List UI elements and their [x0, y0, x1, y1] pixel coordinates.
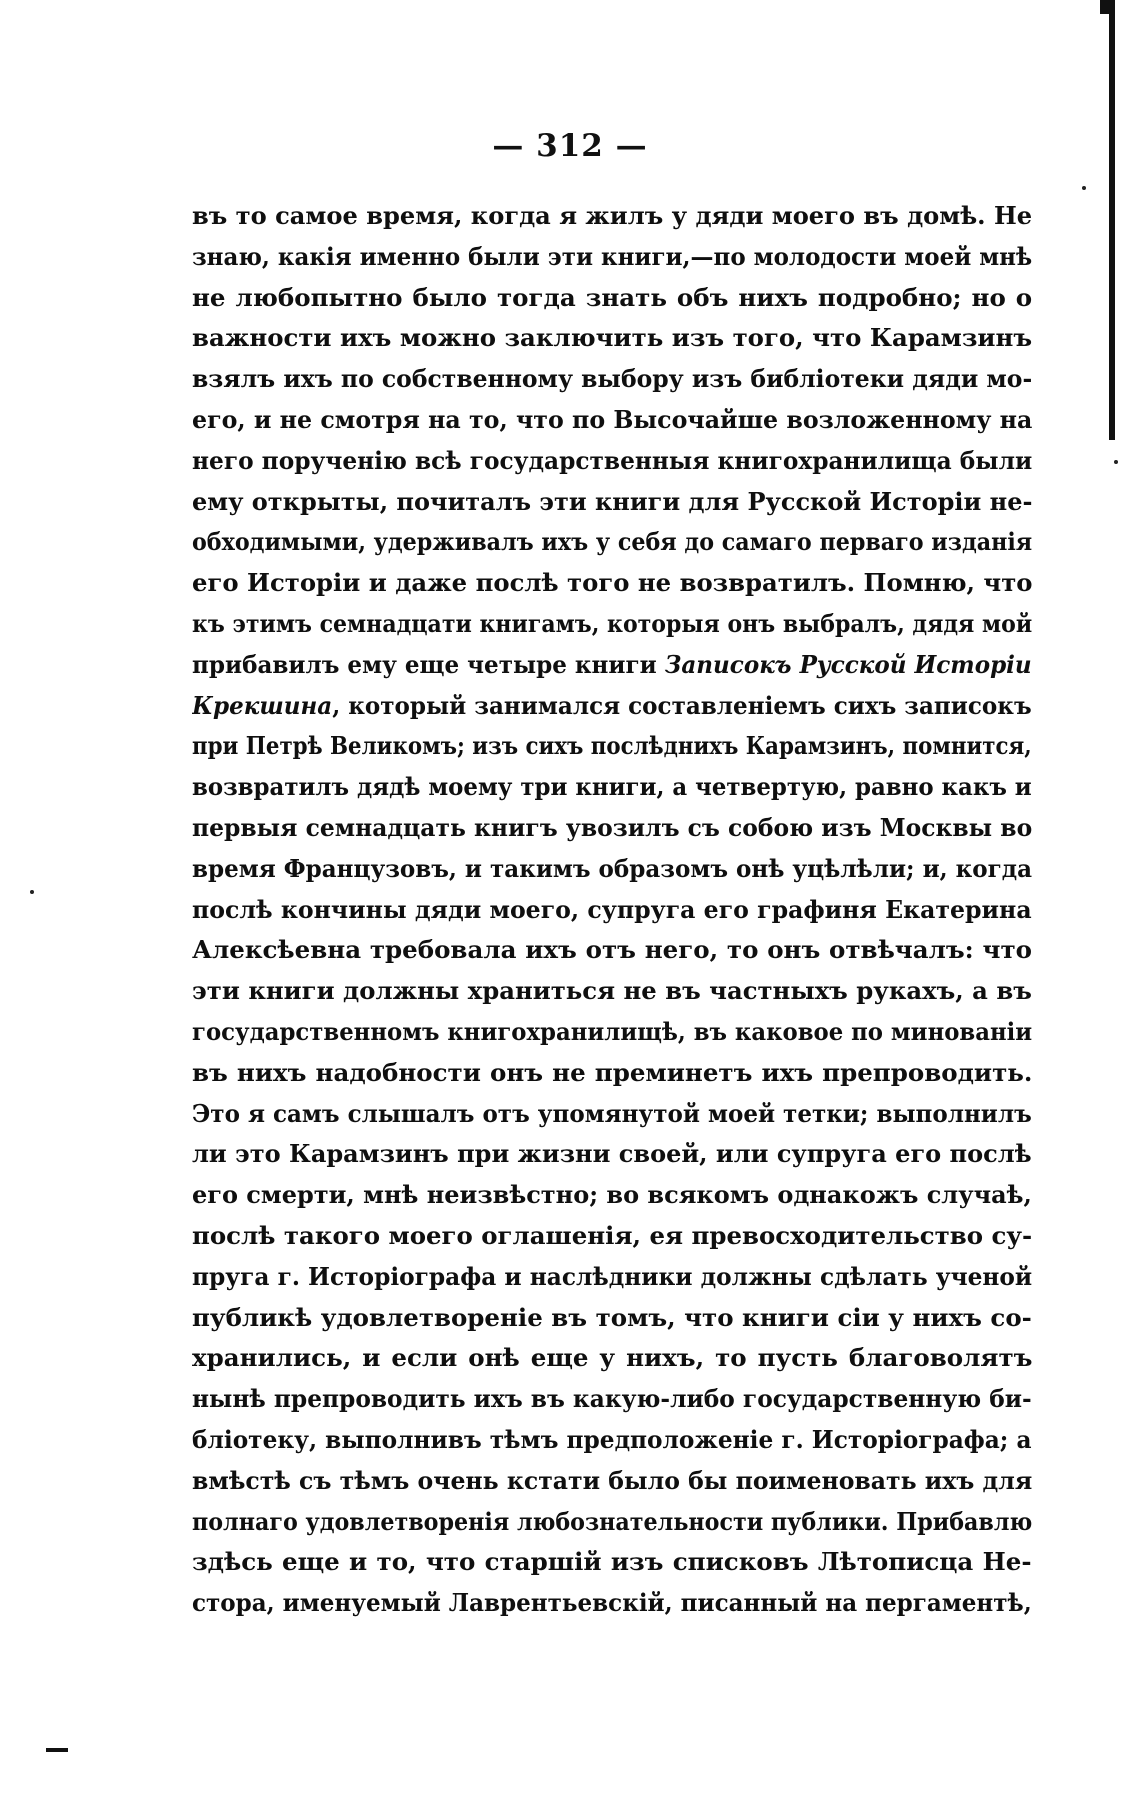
- page-number: — 312 —: [492, 128, 648, 164]
- text-segment: Это я самъ слышалъ отъ упомянутой моей тетки; выполнилъ: [192, 1098, 1032, 1128]
- text-line: [192, 1583, 1032, 1624]
- text-segment: взялъ ихъ по собственному выбору изъ библіотеки дяди мо-: [192, 364, 1032, 394]
- text-line: [192, 318, 1032, 359]
- text-segment: послѣ кончины дяди моего, супруга его графиня Екатерина: [192, 894, 1032, 924]
- text-segment: нынѣ препроводить ихъ въ какую-либо государственную би-: [192, 1384, 1032, 1414]
- text-line: [192, 808, 1032, 849]
- text-line: [192, 1257, 1032, 1298]
- text-line: [192, 971, 1032, 1012]
- text-segment: ему открыты, почиталъ эти книги для Русской Исторіи не-: [192, 486, 1032, 516]
- text-line: [192, 604, 1032, 645]
- text-segment: здѣсь еще и то, что старшій изъ списковъ Лѣтописца Не-: [192, 1547, 1032, 1577]
- text-segment: не любопытно было тогда знать объ нихъ подробно; но о: [192, 282, 1032, 312]
- text-line: [192, 1216, 1032, 1257]
- text-segment: стора, именуемый Лаврентьевскій, писанный на пергаментѣ,: [192, 1588, 1032, 1618]
- text-line: [192, 563, 1032, 604]
- text-segment: его, и не смотря на то, что по Высочайше возложенному на: [192, 404, 1032, 434]
- scan-edge-artifact: [1109, 0, 1115, 440]
- body-text: [192, 196, 1032, 1624]
- italic-text-segment: Записокъ Русской Исторіи: [664, 649, 1032, 679]
- text-segment: его Исторіи и даже послѣ того не возвратилъ. Помню, что: [192, 568, 1032, 598]
- text-segment: въ нихъ надобности онъ не преминетъ ихъ препроводить.: [192, 1057, 1032, 1087]
- text-segment: обходимыми, удерживалъ ихъ у себя до самаго перваго изданія: [192, 527, 1032, 557]
- text-segment: государственномъ книгохранилищѣ, въ каковое по минованіи: [192, 1016, 1032, 1046]
- text-line: [192, 522, 1032, 563]
- text-segment: послѣ такого моего оглашенія, ея превосходительство су-: [192, 1220, 1032, 1250]
- text-line: [192, 359, 1032, 400]
- text-line: [192, 1338, 1032, 1379]
- text-segment: въ то самое время, когда я жилъ у дяди моего въ домѣ. Не: [192, 201, 1032, 230]
- text-line: [192, 1134, 1032, 1175]
- scan-speck: [1082, 186, 1086, 190]
- text-line: [192, 767, 1032, 808]
- text-line: [192, 1094, 1032, 1135]
- italic-text-segment: Крекшина: [192, 690, 333, 720]
- text-line: [192, 849, 1032, 890]
- text-segment: хранились, и если онѣ еще у нихъ, то пусть благоволятъ: [192, 1343, 1032, 1373]
- text-line: [192, 890, 1032, 931]
- text-segment: возвратилъ дядѣ моему три книги, а четвертую, равно какъ и: [192, 772, 1032, 802]
- text-segment: пруга г. Исторіографа и наслѣдники должны сдѣлать ученой: [192, 1261, 1032, 1291]
- text-line: [192, 196, 1032, 237]
- text-line: [192, 400, 1032, 441]
- text-line: [192, 726, 1032, 767]
- text-line: [192, 1053, 1032, 1094]
- text-line: [192, 1420, 1032, 1461]
- text-segment: вмѣстѣ съ тѣмъ очень кстати было бы поименовать ихъ для: [192, 1465, 1032, 1495]
- text-segment: Алексѣевна требовала ихъ отъ него, то онъ отвѣчалъ: что: [192, 935, 1032, 965]
- text-segment: къ этимъ семнадцати книгамъ, которыя онъ выбралъ, дядя мой: [192, 608, 1032, 638]
- text-line: [192, 930, 1032, 971]
- text-segment: важности ихъ можно заключить изъ того, что Карамзинъ: [192, 323, 1032, 353]
- text-segment: первыя семнадцать книгъ увозилъ съ собою изъ Москвы во: [192, 812, 1032, 842]
- text-line: [192, 645, 1032, 686]
- scan-speck: [30, 890, 34, 894]
- text-line: [192, 237, 1032, 278]
- text-line: [192, 1175, 1032, 1216]
- text-line: [192, 1542, 1032, 1583]
- text-segment: эти книги должны храниться не въ частныхъ рукахъ, а въ: [192, 976, 1032, 1006]
- text-line: [192, 1379, 1032, 1420]
- text-line: [192, 1012, 1032, 1053]
- text-line: [192, 482, 1032, 523]
- text-segment: знаю, какія именно были эти книги,—по молодости моей мнѣ: [192, 241, 1032, 271]
- text-segment: ли это Карамзинъ при жизни своей, или супруга его послѣ: [192, 1139, 1032, 1169]
- text-line: [192, 1461, 1032, 1502]
- text-segment: публикѣ удовлетвореніе въ томъ, что книги сіи у нихъ со-: [192, 1302, 1032, 1332]
- text-segment: полнаго удовлетворенія любознательности публики. Прибавлю: [192, 1506, 1032, 1536]
- text-segment: него порученію всѣ государственныя книгохранилища были: [192, 445, 1032, 475]
- text-line: [192, 278, 1032, 319]
- text-line: [192, 441, 1032, 482]
- scan-speck: [1114, 460, 1118, 464]
- text-segment: при Петрѣ Великомъ; изъ сихъ послѣднихъ Карамзинъ, помнится,: [192, 731, 1032, 761]
- scan-margin-mark: [46, 1748, 68, 1752]
- text-segment: бліотеку, выполнивъ тѣмъ предположеніе г. Исторіографа; а: [192, 1424, 1032, 1454]
- text-line: [192, 686, 1032, 727]
- text-segment: прибавилъ ему еще четыре книги: [192, 649, 665, 679]
- text-line: [192, 1502, 1032, 1543]
- text-segment: время Французовъ, и такимъ образомъ онѣ уцѣлѣли; и, когда: [192, 853, 1032, 883]
- text-segment: его смерти, мнѣ неизвѣстно; во всякомъ однакожъ случаѣ,: [192, 1180, 1032, 1210]
- text-segment: , который занимался составленіемъ сихъ записокъ: [332, 690, 1032, 720]
- text-line: [192, 1298, 1032, 1339]
